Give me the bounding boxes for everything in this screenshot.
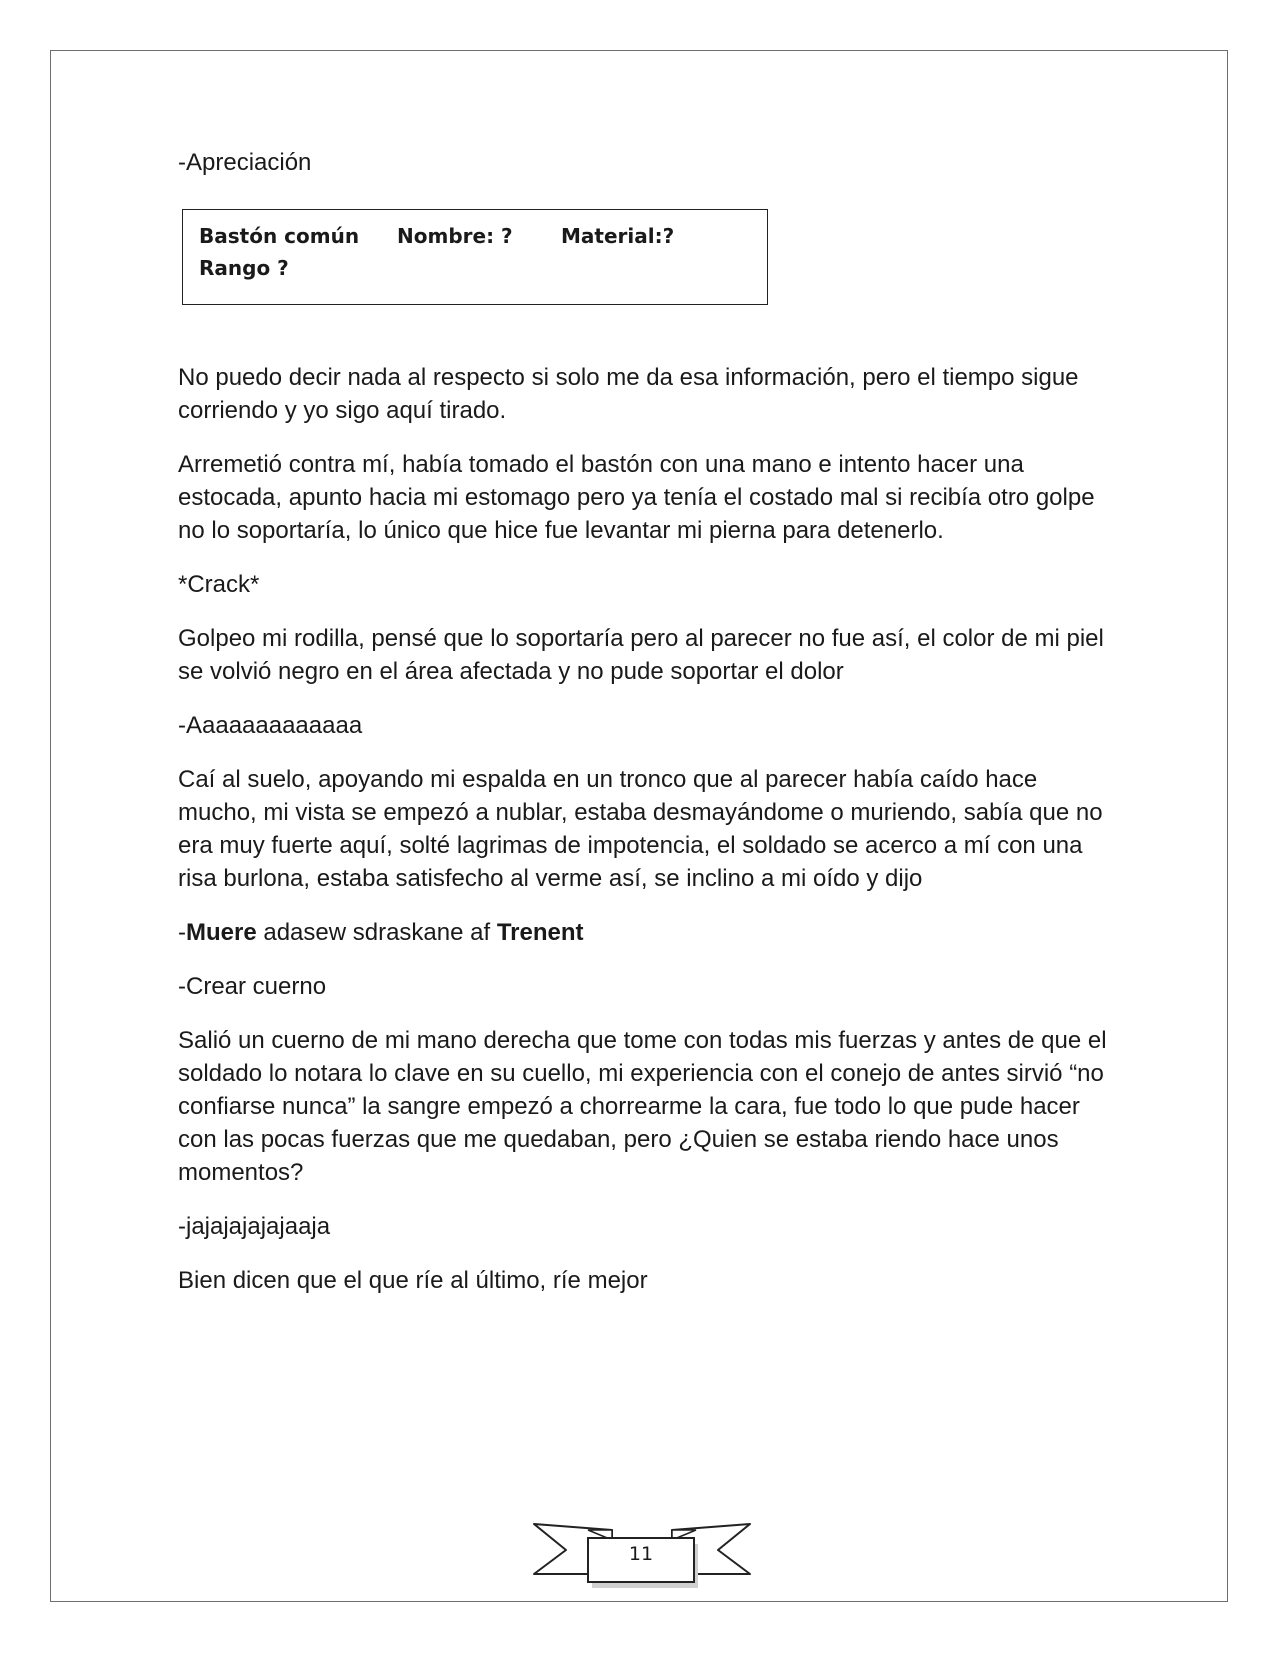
info-row-2 bbox=[199, 252, 751, 284]
body-text bbox=[178, 361, 1118, 1318]
item-rank: Rango ? bbox=[199, 256, 289, 280]
dialogue-dash: - bbox=[178, 919, 186, 946]
bold-word-muere: Muere bbox=[186, 919, 257, 946]
dialogue-line bbox=[178, 916, 1118, 949]
page-header bbox=[178, 146, 1108, 179]
dialogue-middle: adasew sdraskane af bbox=[256, 919, 497, 946]
paragraph: -Aaaaaaaaaaaaa bbox=[178, 712, 363, 739]
paragraph: Caí al suelo, apoyando mi espalda en un tronco que al parecer había caído hace mucho, mi vista se empezó a nublar, estaba desmayándome o muriendo, sabía que no era muy fuerte aquí, solté lagrimas de impotencia, el soldado se acerco a mí con una risa burlona, estaba satisfecho al verme así, se inclino a mi oído y dijo bbox=[178, 766, 1103, 892]
paragraph: No puedo decir nada al respecto si solo me da esa información, pero el tiempo sigue corriendo y yo sigo aquí tirado. bbox=[178, 364, 1079, 424]
paragraph: Arremetió contra mí, había tomado el bastón con una mano e intento hacer una estocada, apunto hacia mi estomago pero ya tenía el costado mal si recibía otro golpe no lo soportaría, lo único que hice fue levantar mi pierna para detenerlo. bbox=[178, 451, 1095, 544]
paragraph: Golpeo mi rodilla, pensé que lo soportaría pero al parecer no fue así, el color de mi piel se volvió negro en el área afectada y no pude soportar el dolor bbox=[178, 625, 1104, 685]
section-heading: -Apreciación bbox=[178, 149, 312, 176]
page-number: 11 bbox=[628, 1543, 654, 1565]
paragraph: Salió un cuerno de mi mano derecha que tome con todas mis fuerzas y antes de que el soldado lo notara lo clave en su cuello, mi experiencia con el conejo de antes sirvió “no confiarse nunca” la sangre empezó a chorrearme la cara, fue todo lo que pude hacer con las pocas fuerzas que me quedaban, pero ¿Quien se estaba riendo hace unos momentos? bbox=[178, 1027, 1107, 1186]
paragraph: *Crack* bbox=[178, 571, 260, 598]
item-name: Bastón común bbox=[199, 224, 360, 248]
bold-word-trenent: Trenent bbox=[496, 919, 584, 946]
item-info-box bbox=[182, 209, 768, 305]
info-row-1 bbox=[199, 220, 751, 252]
paragraph: -Crear cuerno bbox=[178, 973, 327, 1000]
paragraph: -jajajajajajaaja bbox=[178, 1213, 331, 1240]
paragraph: Bien dicen que el que ríe al último, ríe mejor bbox=[178, 1267, 648, 1294]
item-material: Material:? bbox=[561, 224, 675, 248]
item-nombre: Nombre: ? bbox=[397, 224, 513, 248]
